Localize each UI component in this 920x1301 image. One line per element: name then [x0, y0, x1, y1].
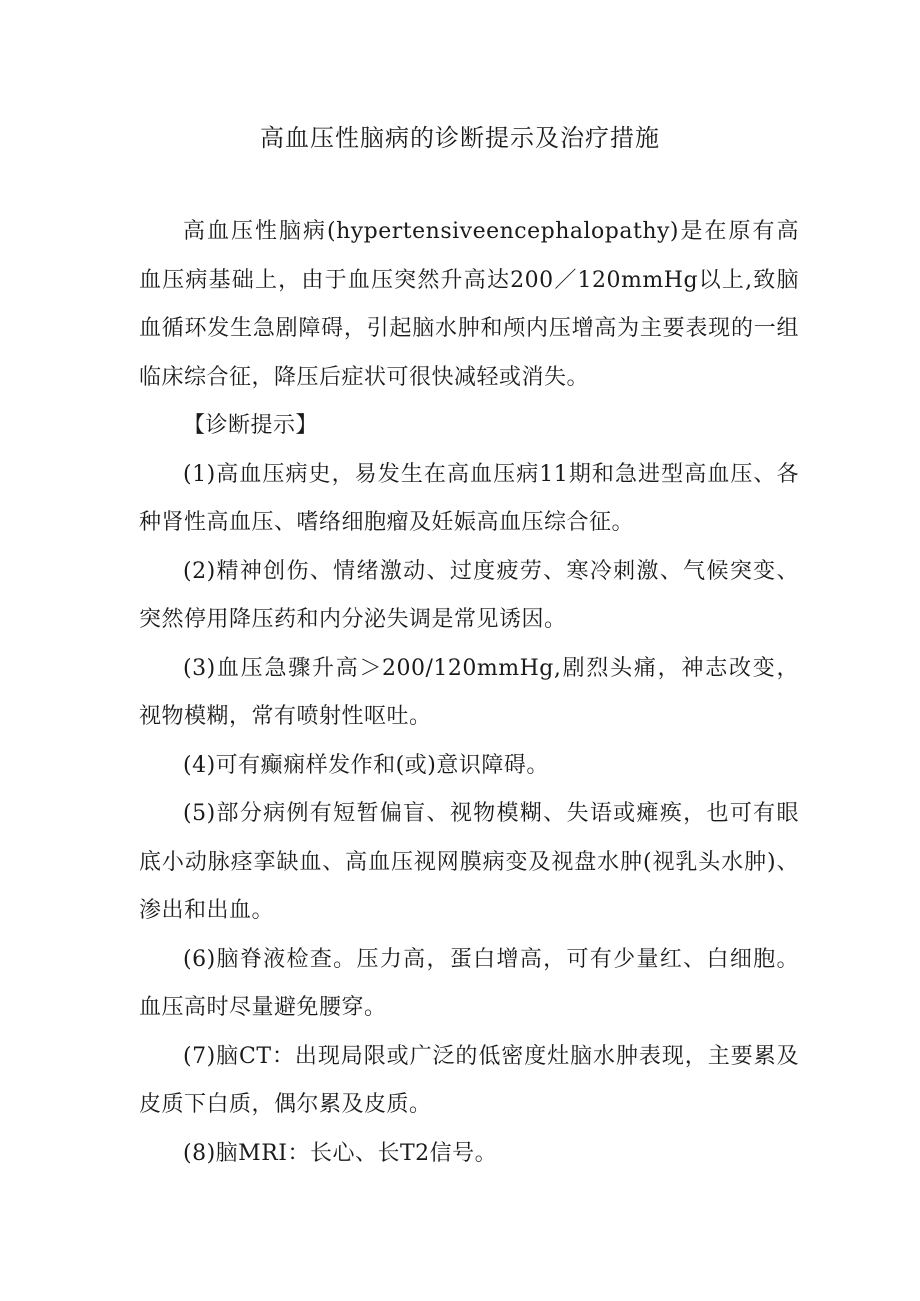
section-heading-diagnosis: 【诊断提示】	[183, 413, 319, 438]
diagnosis-item-4: (4)可有癫痫样发作和(或)意识障碍。	[183, 752, 549, 778]
diagnosis-item-7: (7)脑CT：出现局限或广泛的低密度灶脑水肿表现，主要累及皮质下白质，偶尔累及皮质。	[139, 1043, 799, 1117]
diagnosis-item-5: (5)部分病例有短暂偏盲、视物模糊、失语或瘫痪，也可有眼底小动脉痉挛缺血、高血压视网膜病变及视盘水肿(视乳头水肿)、渗出和出血。	[139, 801, 799, 923]
diagnosis-item-1: (1)高血压病史，易发生在高血压病11期和急进型高血压、各种肾性高血压、嗜络细胞瘤及妊娠高血压综合征。	[139, 461, 799, 535]
document-body	[139, 208, 799, 1178]
diagnosis-item-6: (6)脑脊液检查。压力高，蛋白增高，可有少量红、白细胞。血压高时尽量避免腰穿。	[139, 946, 799, 1020]
diagnosis-item-8: (8)脑MRI：长心、长T2信号。	[183, 1140, 498, 1166]
document-title: 高血压性脑病的诊断提示及治疗措施	[260, 124, 660, 152]
diagnosis-item-2: (2)精神创伤、情绪激动、过度疲劳、寒冷刺激、气候突变、突然停用降压药和内分泌失调是常见诱因。	[139, 558, 799, 632]
intro-paragraph: 高血压性脑病(hypertensiveencephalopathy)是在原有高血压病基础上，由于血压突然升高达200／120mmHg以上,致脑血循环发生急剧障碍，引起脑水肿和颅内压增高为主要表现的一组临床综合征，降压后症状可很快减轻或消失。	[139, 219, 799, 390]
diagnosis-item-3: (3)血压急骤升高＞200/120mmHg,剧烈头痛，神志改变，视物模糊，常有喷射性呕吐。	[139, 655, 799, 729]
